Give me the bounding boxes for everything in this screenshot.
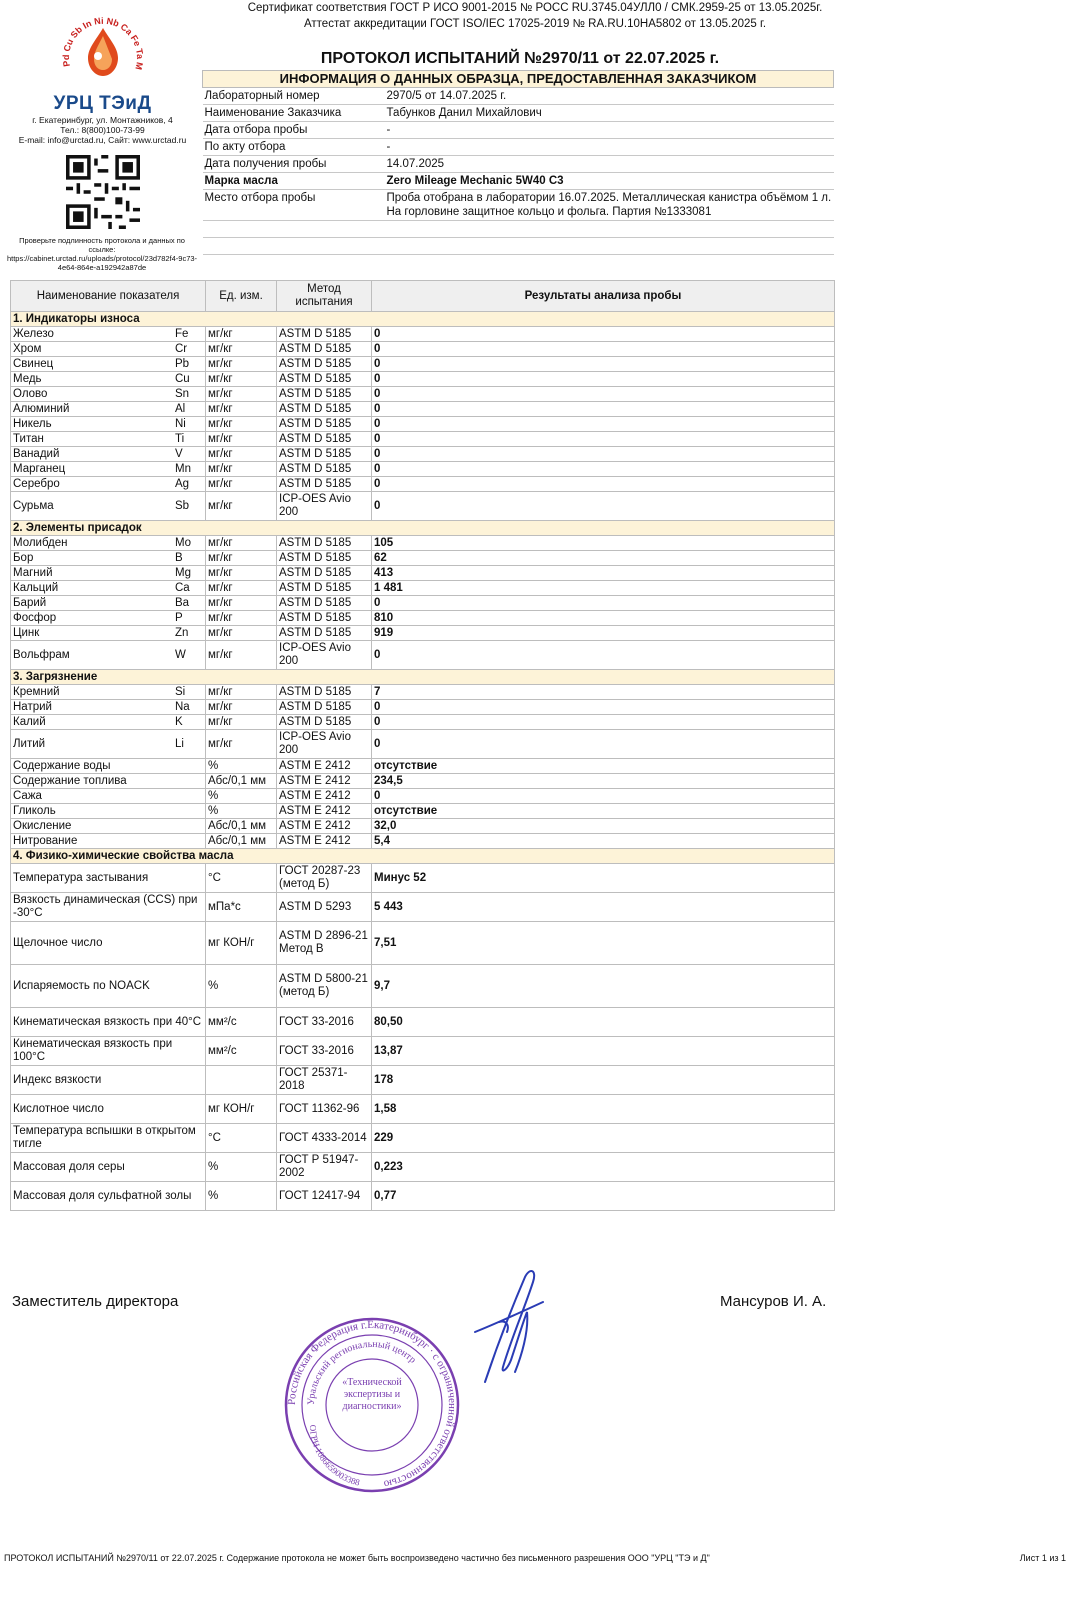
section-header-row (11, 312, 835, 327)
method-cell: ГОСТ 20287-23 (метод Б) (277, 864, 372, 893)
sample-info-key: Наименование Заказчика (203, 105, 385, 122)
table-row (11, 611, 835, 626)
result-cell: 1,58 (372, 1095, 835, 1124)
element-symbol: K (173, 715, 206, 730)
element-symbol: Mn (173, 462, 206, 477)
company-stamp (282, 1315, 462, 1495)
method-cell: ASTM D 5185 (277, 477, 372, 492)
result-cell: 413 (372, 566, 835, 581)
unit-cell: мм²/с (206, 1037, 277, 1066)
result-cell: 0 (372, 477, 835, 492)
table-row (11, 774, 835, 789)
unit-cell: % (206, 1153, 277, 1182)
unit-cell: мг/кг (206, 551, 277, 566)
signatory-position: Заместитель директора (12, 1293, 179, 1310)
sample-info-row (203, 190, 834, 221)
method-cell: ASTM D 5185 (277, 462, 372, 477)
element-symbol: Si (173, 685, 206, 700)
table-row (11, 1037, 835, 1066)
method-cell: ASTM E 2412 (277, 819, 372, 834)
result-cell: 13,87 (372, 1037, 835, 1066)
indicator-name: Кислотное число (11, 1095, 206, 1124)
method-cell: ASTM D 5185 (277, 327, 372, 342)
indicator-name: Свинец (11, 357, 174, 372)
indicator-name: Сурьма (11, 492, 174, 521)
lab-brand: УРЦ ТЭиД (53, 93, 152, 114)
element-symbol: Ba (173, 596, 206, 611)
results-table (10, 280, 835, 1211)
stamp-center-text: «Технической экспертизы и диагностики» (342, 1377, 402, 1412)
unit-cell: °C (206, 864, 277, 893)
method-cell: ASTM E 2412 (277, 789, 372, 804)
method-cell: ASTM D 5185 (277, 387, 372, 402)
indicator-name: Вольфрам (11, 641, 174, 670)
indicator-name: Окисление (11, 819, 206, 834)
sample-info-row (203, 122, 834, 139)
indicator-name: Магний (11, 566, 174, 581)
result-cell: 0 (372, 462, 835, 477)
method-cell: ASTM D 5185 (277, 626, 372, 641)
result-cell: 0 (372, 387, 835, 402)
method-cell: ASTM D 5185 (277, 700, 372, 715)
result-cell: 7,51 (372, 922, 835, 965)
method-cell: ASTM D 5185 (277, 596, 372, 611)
table-row (11, 893, 835, 922)
method-cell: ASTM D 5185 (277, 417, 372, 432)
table-row (11, 596, 835, 611)
unit-cell: мг/кг (206, 462, 277, 477)
element-symbol: Pb (173, 357, 206, 372)
result-cell: 0 (372, 327, 835, 342)
indicator-name: Массовая доля сульфатной золы (11, 1182, 206, 1211)
table-row (11, 492, 835, 521)
section-title: 1. Индикаторы износа (11, 312, 835, 327)
sample-info-row (203, 173, 834, 190)
lab-address: г. Екатеринбург, ул. Монтажников, 4 (32, 115, 173, 125)
result-cell: 0 (372, 432, 835, 447)
indicator-name: Медь (11, 372, 174, 387)
indicator-name: Кинематическая вязкость при 100°C (11, 1037, 206, 1066)
unit-cell: мг/кг (206, 685, 277, 700)
indicator-name: Серебро (11, 477, 174, 492)
table-row (11, 715, 835, 730)
element-symbol: Ca (173, 581, 206, 596)
verify-block (6, 236, 198, 272)
element-symbol: Li (173, 730, 206, 759)
unit-cell: Абс/0,1 мм (206, 819, 277, 834)
page-number: Лист 1 из 1 (1019, 1553, 1066, 1563)
col-header-name: Наименование показателя (11, 281, 206, 312)
verify-text: Проверьте подлинность протокола и данных по ссылке: (19, 236, 185, 254)
table-row (11, 372, 835, 387)
unit-cell: мПа*с (206, 893, 277, 922)
indicator-name: Титан (11, 432, 174, 447)
indicator-name: Железо (11, 327, 174, 342)
unit-cell: % (206, 965, 277, 1008)
method-cell: ГОСТ 33-2016 (277, 1008, 372, 1037)
method-cell: ГОСТ Р 51947-2002 (277, 1153, 372, 1182)
table-row (11, 477, 835, 492)
unit-cell: мг/кг (206, 566, 277, 581)
element-symbol: P (173, 611, 206, 626)
sample-info-row (203, 105, 834, 122)
result-cell: 810 (372, 611, 835, 626)
method-cell: ASTM E 2412 (277, 774, 372, 789)
element-symbol: Na (173, 700, 206, 715)
result-cell: 0 (372, 641, 835, 670)
result-cell: 229 (372, 1124, 835, 1153)
sample-info-row (203, 88, 834, 105)
result-cell: 5,4 (372, 834, 835, 849)
table-row (11, 626, 835, 641)
method-cell: ASTM D 5185 (277, 685, 372, 700)
table-row (11, 387, 835, 402)
indicator-name: Кремний (11, 685, 174, 700)
indicator-name: Молибден (11, 536, 174, 551)
result-cell: 0 (372, 596, 835, 611)
section-header-row (11, 849, 835, 864)
result-cell: 0 (372, 700, 835, 715)
unit-cell: мг/кг (206, 447, 277, 462)
indicator-name: Содержание топлива (11, 774, 206, 789)
method-cell: ICP-OES Avio 200 (277, 730, 372, 759)
unit-cell: мг/кг (206, 387, 277, 402)
element-symbol: Ag (173, 477, 206, 492)
sample-info-key: Дата получения пробы (203, 156, 385, 173)
unit-cell: мг/кг (206, 402, 277, 417)
table-row (11, 1066, 835, 1095)
method-cell: ASTM D 5185 (277, 402, 372, 417)
table-row (11, 789, 835, 804)
sample-info-value: 14.07.2025 (385, 156, 834, 173)
method-cell: ASTM D 5185 (277, 432, 372, 447)
indicator-name: Фосфор (11, 611, 174, 626)
table-row (11, 551, 835, 566)
col-header-method: Метод испытания (277, 281, 372, 312)
table-row (11, 965, 835, 1008)
table-row (11, 327, 835, 342)
result-cell: 0 (372, 715, 835, 730)
table-row (11, 864, 835, 893)
unit-cell: мг КОН/г (206, 922, 277, 965)
method-cell: ASTM D 5185 (277, 566, 372, 581)
element-symbol: Mg (173, 566, 206, 581)
result-cell: 62 (372, 551, 835, 566)
lab-logo-block (10, 6, 195, 229)
indicator-name: Индекс вязкости (11, 1066, 206, 1095)
certificate-line-2: Аттестат аккредитации ГОСТ ISO/IEC 17025-2019 № RA.RU.10НА5802 от 13.05.2025 г. (303, 18, 767, 30)
result-cell: 0 (372, 447, 835, 462)
indicator-name: Кальций (11, 581, 174, 596)
result-cell: 0 (372, 492, 835, 521)
indicator-name: Массовая доля серы (11, 1153, 206, 1182)
svg-text:ОГРН 1086659003388 (308, 1425, 361, 1488)
sample-info-key: Марка масла (203, 173, 385, 190)
unit-cell (206, 1066, 277, 1095)
stamp-outer-text: Российская Федерация г.Екатеринбург · с ограниченной ответственностью (285, 1318, 459, 1491)
table-row (11, 641, 835, 670)
result-cell: 5 443 (372, 893, 835, 922)
indicator-name: Никель (11, 417, 174, 432)
method-cell: ASTM D 5185 (277, 357, 372, 372)
method-cell: ASTM D 5185 (277, 715, 372, 730)
table-row (11, 819, 835, 834)
indicator-name: Олово (11, 387, 174, 402)
unit-cell: % (206, 804, 277, 819)
table-row (11, 1124, 835, 1153)
section-title: 2. Элементы присадок (11, 521, 835, 536)
certificate-line-1: Сертификат соответствия ГОСТ Р ИСО 9001-2015 № РОСС RU.3745.04УЛЛ0 / СМК.2959-25 от 13.05.2025г. (247, 2, 823, 14)
result-cell: 80,50 (372, 1008, 835, 1037)
unit-cell: мг/кг (206, 477, 277, 492)
table-row (11, 402, 835, 417)
result-cell: 0 (372, 342, 835, 357)
element-symbol: W (173, 641, 206, 670)
sample-info-value: - (385, 139, 834, 156)
result-cell: 178 (372, 1066, 835, 1095)
table-row (11, 432, 835, 447)
unit-cell: мг/кг (206, 715, 277, 730)
table-row (11, 462, 835, 477)
indicator-name: Щелочное число (11, 922, 206, 965)
method-cell: ASTM D 5185 (277, 536, 372, 551)
indicator-name: Цинк (11, 626, 174, 641)
result-cell: отсутствие (372, 759, 835, 774)
method-cell: ASTM D 5185 (277, 551, 372, 566)
sample-info-value: - (385, 122, 834, 139)
indicator-name: Испаряемость по NOACK (11, 965, 206, 1008)
method-cell: ГОСТ 11362-96 (277, 1095, 372, 1124)
lab-phone: Тел.: 8(800)100-73-99 (60, 125, 145, 135)
result-cell: 9,7 (372, 965, 835, 1008)
indicator-name: Температура вспышки в открытом тигле (11, 1124, 206, 1153)
result-cell: 0,77 (372, 1182, 835, 1211)
method-cell: ГОСТ 25371-2018 (277, 1066, 372, 1095)
verify-url[interactable]: https://cabinet.urctad.ru/uploads/protocol/23d782f4-9c73-4e64-864e-a192942a87de (6, 254, 198, 272)
sample-info-key: По акту отбора (203, 139, 385, 156)
table-row (11, 357, 835, 372)
unit-cell: Абс/0,1 мм (206, 834, 277, 849)
unit-cell: мг/кг (206, 342, 277, 357)
table-row (11, 759, 835, 774)
unit-cell: мг/кг (206, 372, 277, 387)
section-title: 4. Физико-химические свойства масла (11, 849, 835, 864)
indicator-name: Натрий (11, 700, 174, 715)
unit-cell: % (206, 1182, 277, 1211)
unit-cell: мг/кг (206, 581, 277, 596)
method-cell: ASTM D 5185 (277, 581, 372, 596)
table-row (11, 566, 835, 581)
method-cell: ASTM D 5185 (277, 372, 372, 387)
handwritten-signature (455, 1262, 555, 1392)
result-cell: 919 (372, 626, 835, 641)
element-symbol: Mo (173, 536, 206, 551)
page-footer: ПРОТОКОЛ ИСПЫТАНИЙ №2970/11 от 22.07.2025 г. Содержание протокола не может быть воспроизведено частично без письменного разрешения ООО "УРЦ "ТЭ и Д" (4, 1553, 710, 1563)
result-cell: 0 (372, 789, 835, 804)
element-symbol: Al (173, 402, 206, 417)
unit-cell: мг/кг (206, 536, 277, 551)
element-symbol: B (173, 551, 206, 566)
lab-logo-icon (58, 6, 148, 86)
sample-info-value: Проба отобрана в лаборатории 16.07.2025. Металлическая канистра объёмом 1 л. На горловине защитное кольцо и фольга. Партия №1333081 (385, 190, 834, 221)
lab-email-site: E-mail: info@urctad.ru, Сайт: www.urctad.ru (18, 135, 187, 145)
section-header-row (11, 670, 835, 685)
result-cell: 0 (372, 730, 835, 759)
indicator-name: Кинематическая вязкость при 40°C (11, 1008, 206, 1037)
indicator-name: Содержание воды (11, 759, 206, 774)
method-cell: ГОСТ 33-2016 (277, 1037, 372, 1066)
indicator-name: Ванадий (11, 447, 174, 462)
qr-code-icon (66, 155, 140, 229)
sample-info-table (202, 70, 834, 255)
unit-cell: мг/кг (206, 730, 277, 759)
method-cell: ASTM D 5800-21 (метод Б) (277, 965, 372, 1008)
method-cell: ГОСТ 12417-94 (277, 1182, 372, 1211)
method-cell: ASTM E 2412 (277, 759, 372, 774)
method-cell: ICP-OES Avio 200 (277, 641, 372, 670)
result-cell: 1 481 (372, 581, 835, 596)
indicator-name: Гликоль (11, 804, 206, 819)
section-title: 3. Загрязнение (11, 670, 835, 685)
sample-info-row (203, 139, 834, 156)
table-row (11, 1182, 835, 1211)
element-symbol: Zn (173, 626, 206, 641)
indicator-name: Температура застывания (11, 864, 206, 893)
result-cell: 0 (372, 372, 835, 387)
sample-info-header: ИНФОРМАЦИЯ О ДАННЫХ ОБРАЗЦА, ПРЕДОСТАВЛЕННАЯ ЗАКАЗЧИКОМ (203, 71, 834, 88)
unit-cell: мг/кг (206, 626, 277, 641)
stamp-ogrn: ОГРН 1086659003388 (307, 1424, 361, 1488)
element-symbol: Sb (173, 492, 206, 521)
indicator-name: Алюминий (11, 402, 174, 417)
unit-cell: мг/кг (206, 492, 277, 521)
element-symbol: Fe (173, 327, 206, 342)
signatory-name: Мансуров И. А. (720, 1293, 827, 1310)
result-cell: 0 (372, 402, 835, 417)
result-cell: 0,223 (372, 1153, 835, 1182)
unit-cell: мг/кг (206, 432, 277, 447)
result-cell: 7 (372, 685, 835, 700)
table-row (11, 804, 835, 819)
result-cell: 32,0 (372, 819, 835, 834)
method-cell: ICP-OES Avio 200 (277, 492, 372, 521)
indicator-name: Литий (11, 730, 174, 759)
unit-cell: мг/кг (206, 641, 277, 670)
unit-cell: мг КОН/г (206, 1095, 277, 1124)
table-row (11, 730, 835, 759)
unit-cell: мм²/с (206, 1008, 277, 1037)
element-symbol: Cr (173, 342, 206, 357)
element-symbol: Ni (173, 417, 206, 432)
unit-cell: % (206, 789, 277, 804)
table-row (11, 417, 835, 432)
method-cell: ГОСТ 4333-2014 (277, 1124, 372, 1153)
element-symbol: Sn (173, 387, 206, 402)
indicator-name: Сажа (11, 789, 206, 804)
table-row (11, 1153, 835, 1182)
table-row (11, 536, 835, 551)
indicator-name: Хром (11, 342, 174, 357)
element-symbol: V (173, 447, 206, 462)
protocol-title: ПРОТОКОЛ ИСПЫТАНИЙ №2970/11 от 22.07.2025 г. (320, 50, 720, 67)
sample-info-key: Лабораторный номер (203, 88, 385, 105)
indicator-name: Марганец (11, 462, 174, 477)
method-cell: ASTM D 5185 (277, 611, 372, 626)
result-cell: 0 (372, 357, 835, 372)
unit-cell: мг/кг (206, 357, 277, 372)
table-row (11, 342, 835, 357)
indicator-name: Нитрование (11, 834, 206, 849)
unit-cell: Абс/0,1 мм (206, 774, 277, 789)
unit-cell: мг/кг (206, 611, 277, 626)
element-symbol: Ti (173, 432, 206, 447)
unit-cell: % (206, 759, 277, 774)
table-row (11, 581, 835, 596)
table-row (11, 700, 835, 715)
sample-info-row (203, 156, 834, 173)
sample-info-value: Табунков Данил Михайлович (385, 105, 834, 122)
unit-cell: мг/кг (206, 596, 277, 611)
indicator-name: Калий (11, 715, 174, 730)
col-header-unit: Ед. изм. (206, 281, 277, 312)
method-cell: ASTM D 5185 (277, 342, 372, 357)
unit-cell: мг/кг (206, 700, 277, 715)
sample-info-value: Zero Mileage Mechanic 5W40 C3 (385, 173, 834, 190)
table-row (11, 1095, 835, 1124)
table-row (11, 922, 835, 965)
unit-cell: °C (206, 1124, 277, 1153)
stamp-inner-text: Уральский региональный центр (305, 1338, 418, 1406)
logo-element-letters: Pd Cu Sb In Ni Nb Ca Fe Ta M (60, 15, 145, 71)
method-cell: ASTM D 5185 (277, 447, 372, 462)
sample-info-key: Дата отбора пробы (203, 122, 385, 139)
result-cell: 105 (372, 536, 835, 551)
result-cell: 0 (372, 417, 835, 432)
table-row (11, 1008, 835, 1037)
unit-cell: мг/кг (206, 327, 277, 342)
result-cell: Минус 52 (372, 864, 835, 893)
table-row (11, 447, 835, 462)
result-cell: 234,5 (372, 774, 835, 789)
method-cell: ASTM E 2412 (277, 834, 372, 849)
col-header-result: Результаты анализа пробы (372, 281, 835, 312)
indicator-name: Вязкость динамическая (CCS) при -30°C (11, 893, 206, 922)
table-row (11, 685, 835, 700)
sample-info-key: Место отбора пробы (203, 190, 385, 221)
unit-cell: мг/кг (206, 417, 277, 432)
result-cell: отсутствие (372, 804, 835, 819)
section-header-row (11, 521, 835, 536)
method-cell: ASTM D 2896-21 Метод В (277, 922, 372, 965)
table-row (11, 834, 835, 849)
method-cell: ASTM D 5293 (277, 893, 372, 922)
method-cell: ASTM E 2412 (277, 804, 372, 819)
indicator-name: Бор (11, 551, 174, 566)
indicator-name: Барий (11, 596, 174, 611)
sample-info-value: 2970/5 от 14.07.2025 г. (385, 88, 834, 105)
element-symbol: Cu (173, 372, 206, 387)
